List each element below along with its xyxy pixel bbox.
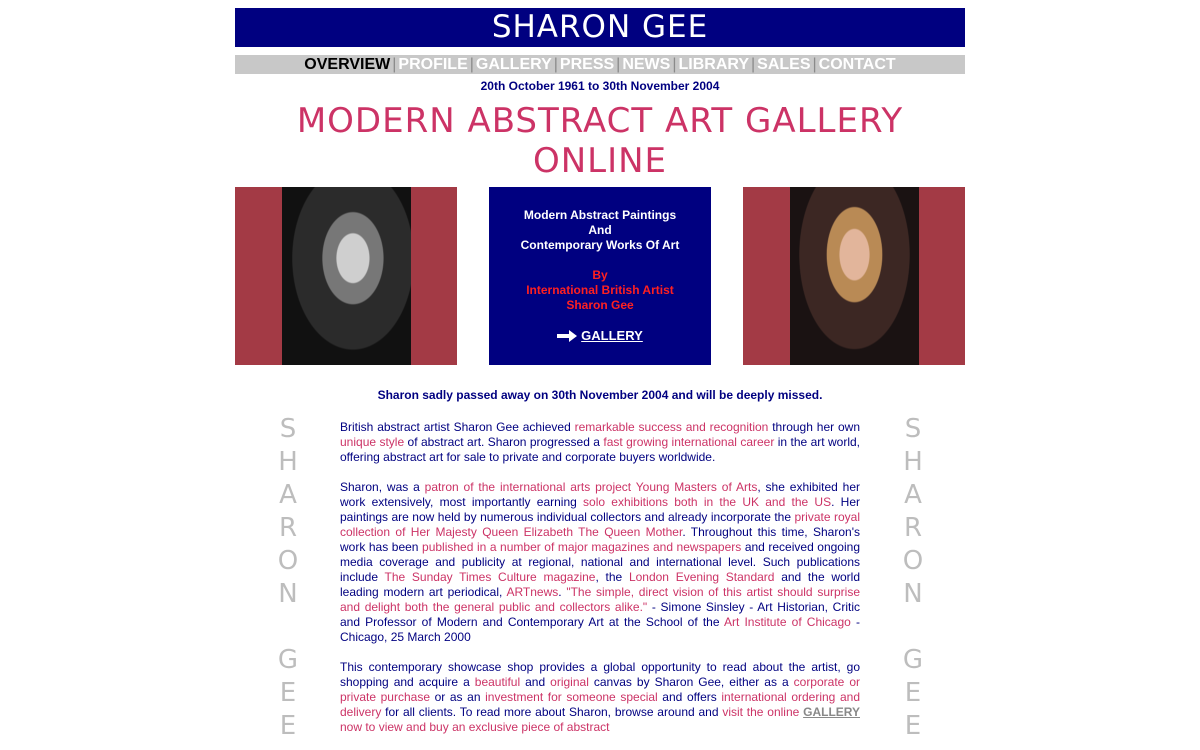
feature-line-1: Modern Abstract Paintings xyxy=(523,208,677,222)
text: , she exhibited her work extensively, most importantly earning xyxy=(340,480,861,509)
memorial-notice: Sharon sadly passed away on 30th November 2004 and will be deeply missed. xyxy=(377,388,823,402)
feature-artist-line-2: Sharon Gee xyxy=(566,298,634,312)
gallery-link[interactable] xyxy=(557,328,643,343)
feature-box xyxy=(489,187,711,365)
link-unique-style[interactable]: unique style xyxy=(340,435,405,449)
link-magazines[interactable]: published in a number of major magazines and newspapers xyxy=(422,540,742,554)
text: Sharon, was a xyxy=(340,480,425,494)
nav-profile[interactable]: PROFILE xyxy=(398,56,468,73)
text: canvas by Sharon Gee, either as a xyxy=(588,675,794,689)
link-solo-exhibitions[interactable]: solo exhibitions both in the UK and the US xyxy=(583,495,832,509)
nav-separator: | xyxy=(812,56,817,73)
link-gallery-inline[interactable]: GALLERY xyxy=(803,705,860,719)
vertical-letter: R xyxy=(278,513,298,543)
text: and received ongoing media coverage and publicity at regional, national and international level. Such publications include xyxy=(340,540,860,584)
feature-by: By xyxy=(592,268,608,282)
text: and xyxy=(520,675,551,689)
vertical-letter: H xyxy=(278,447,298,477)
vertical-letter: N xyxy=(278,579,298,609)
text: - Simone Sinsley - Art Historian, Critic and Professor of Modern and Contemporary Art at the School of the xyxy=(340,600,860,629)
link-young-masters[interactable]: patron of the international arts project Young Masters of Arts xyxy=(424,480,758,494)
link-visit-online[interactable]: visit the online xyxy=(722,705,800,719)
main-nav xyxy=(235,55,965,74)
link-evening-standard[interactable]: London Evening Standard xyxy=(628,570,775,584)
vertical-letter: O xyxy=(277,546,299,576)
intro-text xyxy=(340,420,860,750)
link-view-and-buy[interactable]: now to view and buy an exclusive piece of abstract xyxy=(340,720,610,734)
text: - Chicago, 25 March 2000 xyxy=(340,615,860,644)
link-career[interactable]: fast growing international career xyxy=(603,435,775,449)
vertical-letter: H xyxy=(903,447,923,477)
vertical-letter: G xyxy=(277,645,299,675)
page-headline: MODERN ABSTRACT ART GALLERY ONLINE xyxy=(296,101,904,181)
link-investment[interactable]: investment for someone special xyxy=(485,690,658,704)
link-royal-collection[interactable]: private royal collection of Her Majesty Queen Elizabeth The Queen Mother xyxy=(340,510,860,539)
vertical-letter: G xyxy=(902,645,924,675)
artist-photo-bw xyxy=(235,187,457,365)
feature-line-2: And xyxy=(588,223,612,237)
link-art-institute[interactable]: Art Institute of Chicago xyxy=(723,615,851,629)
vertical-letter: A xyxy=(904,480,922,510)
site-title: SHARON GEE xyxy=(235,8,965,47)
nav-gallery[interactable]: GALLERY xyxy=(475,56,552,73)
text: This contemporary showcase shop provides a global opportunity to read about the artist, go shopping and acquire a xyxy=(340,660,860,689)
vertical-letter: E xyxy=(904,678,922,708)
link-beautiful[interactable]: beautiful xyxy=(474,675,521,689)
intro-paragraph-1 xyxy=(340,420,860,465)
link-sunday-times[interactable]: The Sunday Times Culture magazine xyxy=(384,570,596,584)
vertical-letter: S xyxy=(279,414,297,444)
nav-separator: | xyxy=(616,56,621,73)
text: of abstract art. Sharon progressed a xyxy=(404,435,604,449)
text: or as an xyxy=(430,690,486,704)
arrow-right-icon xyxy=(557,330,577,342)
text: through her own xyxy=(768,420,860,434)
text: . Her paintings are now held by numerous individual collectors and already incorporate the xyxy=(340,495,860,524)
nav-sales[interactable]: SALES xyxy=(757,56,811,73)
vertical-letter: A xyxy=(279,480,297,510)
text: and offers xyxy=(657,690,722,704)
feature-artist-line-1: International British Artist xyxy=(526,283,674,297)
link-success[interactable]: remarkable success and recognition xyxy=(574,420,769,434)
vertical-name-right xyxy=(898,413,928,743)
nav-separator: | xyxy=(751,56,756,73)
nav-contact[interactable]: CONTACT xyxy=(818,56,896,73)
link-corporate-purchase[interactable]: corporate or private purchase xyxy=(340,675,861,704)
nav-news[interactable]: NEWS xyxy=(622,56,671,73)
nav-separator: | xyxy=(392,56,397,73)
vertical-letter: N xyxy=(903,579,923,609)
intro-paragraph-3 xyxy=(340,660,860,735)
vertical-letter: E xyxy=(279,711,297,741)
portrait-image xyxy=(790,187,919,365)
nav-overview[interactable]: OVERVIEW xyxy=(304,56,391,73)
gallery-link-label: GALLERY xyxy=(581,328,643,343)
vertical-letter: O xyxy=(902,546,924,576)
intro-paragraph-2 xyxy=(340,480,860,645)
vertical-name-left xyxy=(273,413,303,743)
link-artnews[interactable]: ARTnews xyxy=(506,585,559,599)
nav-press[interactable]: PRESS xyxy=(559,56,615,73)
nav-separator: | xyxy=(553,56,558,73)
text: , the xyxy=(595,570,629,584)
link-international-ordering[interactable]: international ordering and delivery xyxy=(340,690,860,719)
text: and the world leading modern art periodical, xyxy=(340,570,861,599)
vertical-letter: E xyxy=(904,711,922,741)
vertical-letter: E xyxy=(279,678,297,708)
text: . Throughout this time, Sharon's work has been xyxy=(340,525,860,554)
link-quote[interactable]: "The simple, direct vision of this artist should surprise and delight both the general public and collectors alike." xyxy=(340,585,861,614)
text: British abstract artist Sharon Gee achieved xyxy=(340,420,575,434)
portrait-image xyxy=(282,187,411,365)
feature-line-3: Contemporary Works Of Art xyxy=(520,238,680,252)
text: for all clients. To read more about Sharon, browse around and xyxy=(381,705,723,719)
text: in the art world, offering abstract art for sale to private and corporate buyers worldwide. xyxy=(340,435,861,464)
artist-photo-color xyxy=(743,187,965,365)
text: . xyxy=(558,585,567,599)
nav-separator: | xyxy=(672,56,677,73)
vertical-letter: R xyxy=(903,513,923,543)
link-original[interactable]: original xyxy=(550,675,589,689)
life-dates: 20th October 1961 to 30th November 2004 xyxy=(480,79,720,93)
vertical-letter: S xyxy=(904,414,922,444)
nav-library[interactable]: LIBRARY xyxy=(678,56,749,73)
nav-separator: | xyxy=(469,56,474,73)
